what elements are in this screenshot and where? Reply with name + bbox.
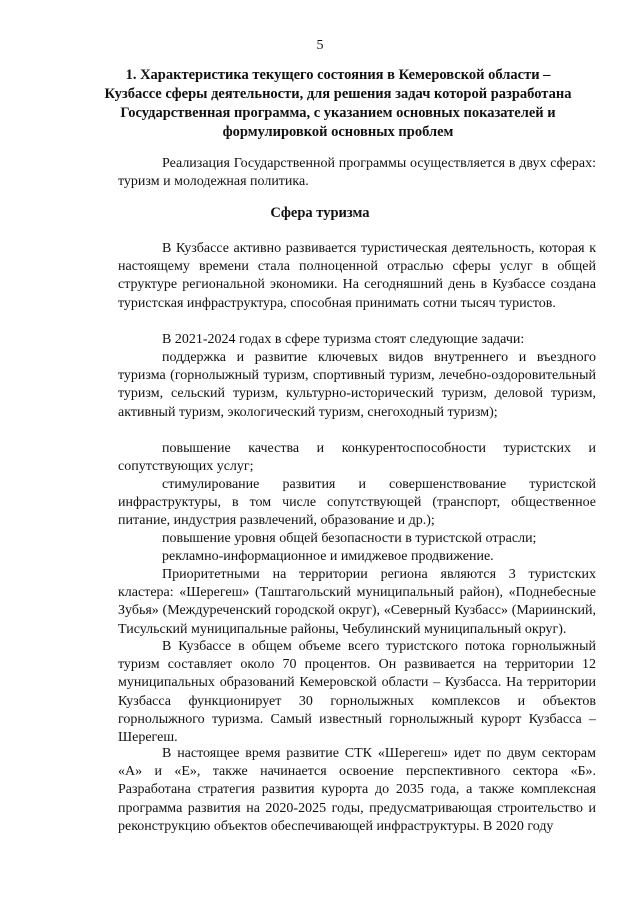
section-heading: 1. Характеристика текущего состояния в Кемеровской области – Кузбассе сферы деятельности, для решения задач которой разработана Государственная программа, с указанием основных показателей и формулировкой основных проблем xyxy=(104,67,572,140)
paragraph-tourism-development: В Кузбассе активно развивается туристическая деятельность, которая к настоящему времени стала полноценной отраслью сферы услуг в общей структуре региональной экономики. На сегодняшний день в Кузбассе создана туристская инфраструктура, способная принимать сотни тысяч туристов. xyxy=(118,241,596,311)
list-item-service-quality: повышение качества и конкурентоспособности туристских и сопутствующих услуг; xyxy=(118,441,596,475)
list-item-tourism-types: поддержка и развитие ключевых видов внутреннего и въездного туризма (горнолыжный туризм, спортивный туризм, лечебно-оздоровительный туризм, сельский туризм, культурно-исторический туризм, деловой туризм, активный туризм, экологический туризм, снегоходный туризм); xyxy=(118,350,596,420)
paragraph-ski-tourism: В Кузбассе в общем объеме всего туристского потока горнолыжный туризм составляет около 70 процентов. Он развивается на территории 12 муниципальных образований Кемеровской области – Кузбасса. На территории Кузбасса функционирует 30 горнолыжных комплексов и объектов горнолыжного туризма. Самый известный горнолыжный курорт Кузбасса – Шерегеш. xyxy=(118,639,596,746)
list-item-promotion: рекламно-информационное и имиджевое продвижение. xyxy=(162,549,494,564)
subsection-title: Сфера туризма xyxy=(270,205,370,221)
page-number: 5 xyxy=(316,38,324,53)
intro-paragraph: Реализация Государственной программы осуществляется в двух сферах: туризм и молодежная политика. xyxy=(118,156,596,190)
list-item-safety: повышение уровня общей безопасности в туристской отрасли; xyxy=(162,531,537,546)
paragraph-tasks-intro: В 2021-2024 годах в сфере туризма стоят следующие задачи: xyxy=(162,332,525,347)
list-item-infrastructure: стимулирование развития и совершенствование туристской инфраструктуры, в том числе сопутствующей (транспорт, общественное питание, индустрия развлечений, образование и др.); xyxy=(118,477,596,529)
paragraph-sheregesh-development: В настоящее время развитие СТК «Шерегеш» идет по двум секторам «А» и «Е», также начинается освоение перспективного сектора «Б». Разработана стратегия развития курорта до 2035 года, а также комплексная программа развития на 2020-2025 годы, предусматривающая строительство и реконструкцию объектов обеспечивающей инфраструктуры. В 2020 году xyxy=(118,746,596,834)
paragraph-clusters: Приоритетными на территории региона являются 3 туристских кластера: «Шерегеш» (Таштагольский муниципальный район), «Поднебесные Зубья» (Междуреченский городской округ), «Северный Кузбасс» (Мариинский, Тисульский муниципальные районы, Чебулинский муниципальный округ). xyxy=(118,567,596,637)
